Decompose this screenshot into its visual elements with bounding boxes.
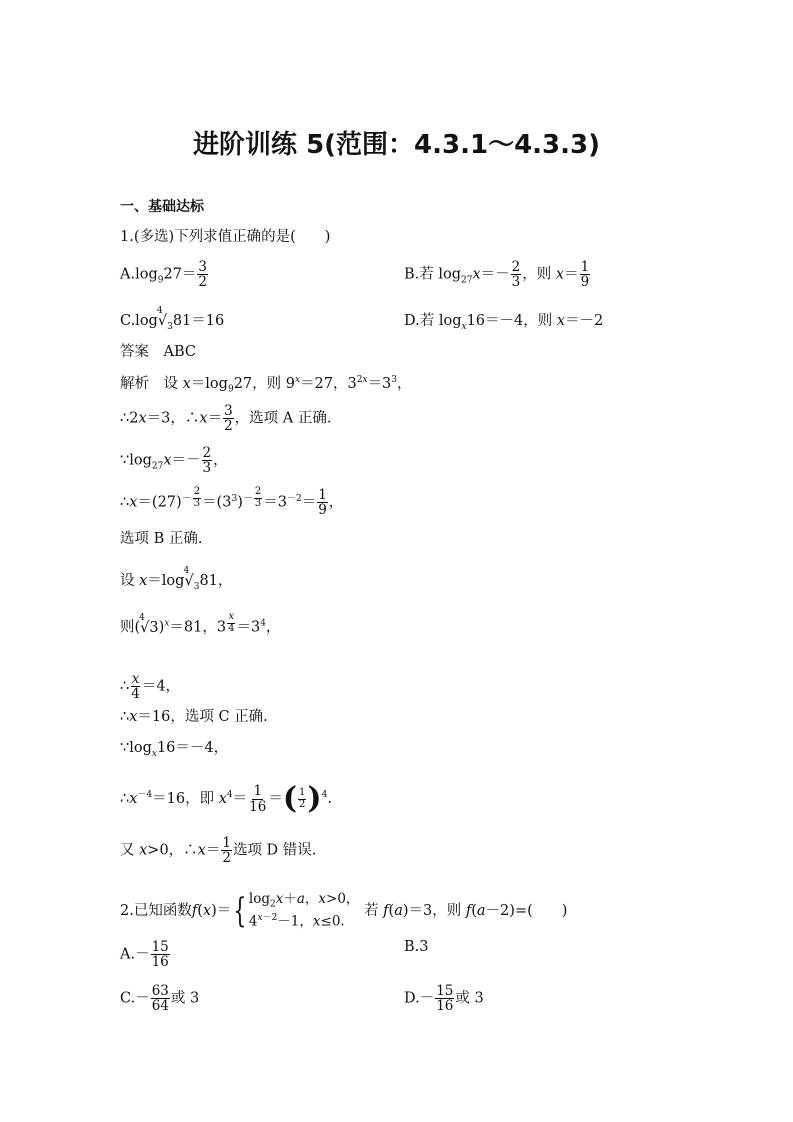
q2-stem: 2.已知函数f(x)＝ { $\log_2x+a$，x>0， $4^{x-2}-1$，x≤0. 若 f(a)＝3，则 f(a－2)=( ) bbox=[120, 890, 568, 931]
q1-option-a: $A.\log_927=$ $\frac{3}{2}$ bbox=[120, 259, 208, 291]
q1-option-b: B.若 $\log_{27}x=-$ $\frac{2}{3}$ ，则 x＝ $\frac{1}{9}$ bbox=[404, 259, 590, 291]
q2-option-c: C.－ $\frac{63}{64}$ 或 3 bbox=[120, 983, 200, 1015]
analysis-line-11: $\therefore x^{-4}=16$，即 $x^4=$ $\frac{1}{16}$ ＝( $\frac{1}{2}$ )$^4$. bbox=[120, 781, 332, 816]
q1-stem: 1.(多选)下列求值正确的是( ) bbox=[120, 229, 331, 245]
page-title: 进阶训练 5(范围：4.3.1～4.3.3) bbox=[193, 130, 600, 160]
q2-stem-post: 若 bbox=[364, 902, 379, 919]
q1-answer: 答案 ABC bbox=[120, 344, 196, 360]
q1-option-d: D.若 $\log_x16=-4$，则 x＝－2 bbox=[404, 313, 604, 332]
section-heading: 一、基础达标 bbox=[120, 199, 204, 215]
piecewise-function: { $\log_2x+a$，x>0， $4^{x-2}-1$，x≤0. bbox=[233, 890, 360, 931]
q2-option-b: B.3 bbox=[404, 939, 429, 955]
analysis-line-9: ∴x＝16，选项 C 正确. bbox=[120, 709, 268, 725]
analysis-line-1: 解析 设 $x=\log_927$，则 $9^x=27$，$3^{2x}=3^3$， bbox=[120, 375, 412, 395]
analysis-line-6: 设 x＝log 4 $√_381$， bbox=[120, 566, 233, 592]
q1-option-c: C.log 4 $√_381=16$ bbox=[120, 306, 225, 332]
analysis-line-5: 选项 B 正确. bbox=[120, 531, 203, 547]
q2-stem-pre: 2.已知函数 bbox=[120, 902, 192, 919]
analysis-line-10: $\because\log_x16=-4$， bbox=[120, 740, 229, 759]
analysis-line-7: 则( 4 √3)$^x$＝81，3 $^{\frac{x}{4}}$ $=3^4$， bbox=[120, 611, 281, 636]
q2-option-d: D.－ $\frac{15}{16}$ 或 3 bbox=[404, 983, 484, 1015]
analysis-label: 解析 bbox=[120, 375, 149, 392]
analysis-line-8: ∴ $\frac{x}{4}$ ＝4， bbox=[120, 671, 181, 703]
q2-stem-end: =( ) bbox=[514, 902, 568, 919]
analysis-line-4: $\therefore x=(27)^{- \frac{2}{3}}$ $=(3^3)^{- \frac{2}{3}}$ $=3^{-2}=$ $\frac{1}{9}$ ， bbox=[120, 486, 344, 519]
analysis-line-3: $\because\log_{27}x=-$ $\frac{2}{3}$ ， bbox=[120, 445, 228, 477]
q2-option-a: A.－ $\frac{15}{16}$ bbox=[120, 939, 169, 971]
analysis-line-12: 又 x>0，∴x＝ $\frac{1}{2}$ 选项 D 错误. bbox=[120, 835, 317, 867]
analysis-line-2: ∴2x＝3，∴x＝ $\frac{3}{2}$ ，选项 A 正确. bbox=[120, 403, 332, 435]
